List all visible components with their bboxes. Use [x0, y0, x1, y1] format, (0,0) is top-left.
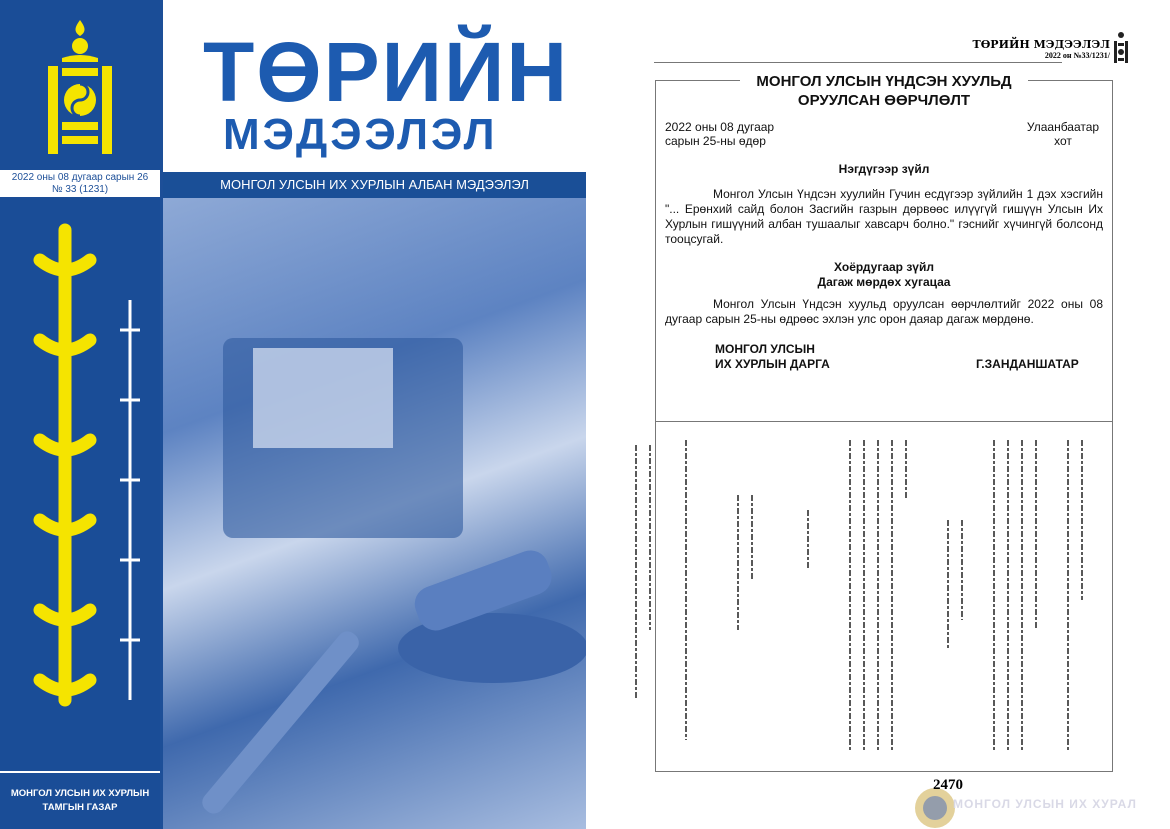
issue-number: № 33 (1231)	[51, 184, 109, 195]
page-header	[973, 38, 1110, 60]
article2-title: Хоёрдугаар зүйл	[834, 260, 934, 274]
publisher-line1: МОНГОЛ УЛСЫН ИХ ХУРЛЫН	[10, 788, 150, 799]
document-page	[598, 0, 1170, 829]
watermark-text: МОНГОЛ УЛСЫН ИХ ХУРАЛ	[953, 797, 1137, 811]
place-line1: Улаанбаатар	[1026, 120, 1100, 134]
header-title: ТӨРИЙН МЭДЭЭЛЭЛ	[972, 38, 1110, 51]
masthead-subtitle: МОНГОЛ УЛСЫН ИХ ХУРЛЫН АЛБАН МЭДЭЭЛЭЛ	[163, 172, 586, 198]
publisher-line2: ТАМГЫН ГАЗАР	[42, 802, 118, 813]
document-title-line2: ОРУУЛСАН ӨӨРЧЛӨЛТ	[797, 92, 971, 109]
soyombo-emblem-icon	[44, 18, 116, 158]
article1-title: Нэгдүгээр зүйл	[838, 162, 930, 176]
signer-title-line1: МОНГОЛ УЛСЫН	[715, 342, 815, 356]
emblem-icon	[1113, 30, 1129, 64]
issue-date-box	[0, 170, 160, 197]
section-divider	[655, 421, 1113, 422]
masthead-title-line1: ТӨРИЙН	[203, 25, 570, 119]
masthead-title-line2: МЭДЭЭЛЭЛ	[223, 110, 498, 159]
signer-name: Г.ЗАНДАНШАТАР	[976, 357, 1079, 371]
issue-date: 2022 оны 08 дугаар сарын 26	[11, 172, 149, 183]
cover-photo-gavel	[163, 198, 586, 829]
document-title-line1: МОНГОЛ УЛСЫН ҮНДСЭН ХУУЛЬД	[756, 73, 1012, 90]
masthead	[163, 0, 586, 172]
mongolian-script-title	[20, 220, 160, 740]
article2-text: Монгол Улсын Үндсэн хуульд оруулсан өөрчлөлтийг 2022 оны 08 дугаар сарын 25-ны өдрөөс эхлэн улс орон даяар дагаж мөрдөнө.	[665, 297, 1103, 326]
signer-title-line2: ИХ ХУРЛЫН ДАРГА	[715, 357, 830, 371]
header-rule	[654, 62, 1062, 63]
date-line2: сарын 25-ны өдөр	[665, 134, 766, 148]
article2-subtitle: Дагаж мөрдөх хугацаа	[817, 275, 951, 289]
mongolian-script-text	[618, 430, 1118, 760]
article1-text: Монгол Улсын Үндсэн хуулийн Гучин есдүгээр зүйлийн 1 дэх хэсгийн "... Ерөнхий сайд болон Засгийн газрын дөрвөөс илүүгүй гишүүн Улсын Их Хурлын гишүүний албан тушаалыг хавсарч болно." гэснийг хүчингүй болсонд тооцсугай.	[665, 187, 1103, 246]
publisher-box	[0, 771, 160, 829]
header-issue: 2022 он №33/1231/	[1044, 51, 1110, 60]
date-line1: 2022 оны 08 дугаар	[665, 120, 775, 134]
place-line2: хот	[1054, 134, 1072, 148]
page-number: 2470	[933, 777, 963, 793]
gavel-illustration	[163, 198, 586, 829]
